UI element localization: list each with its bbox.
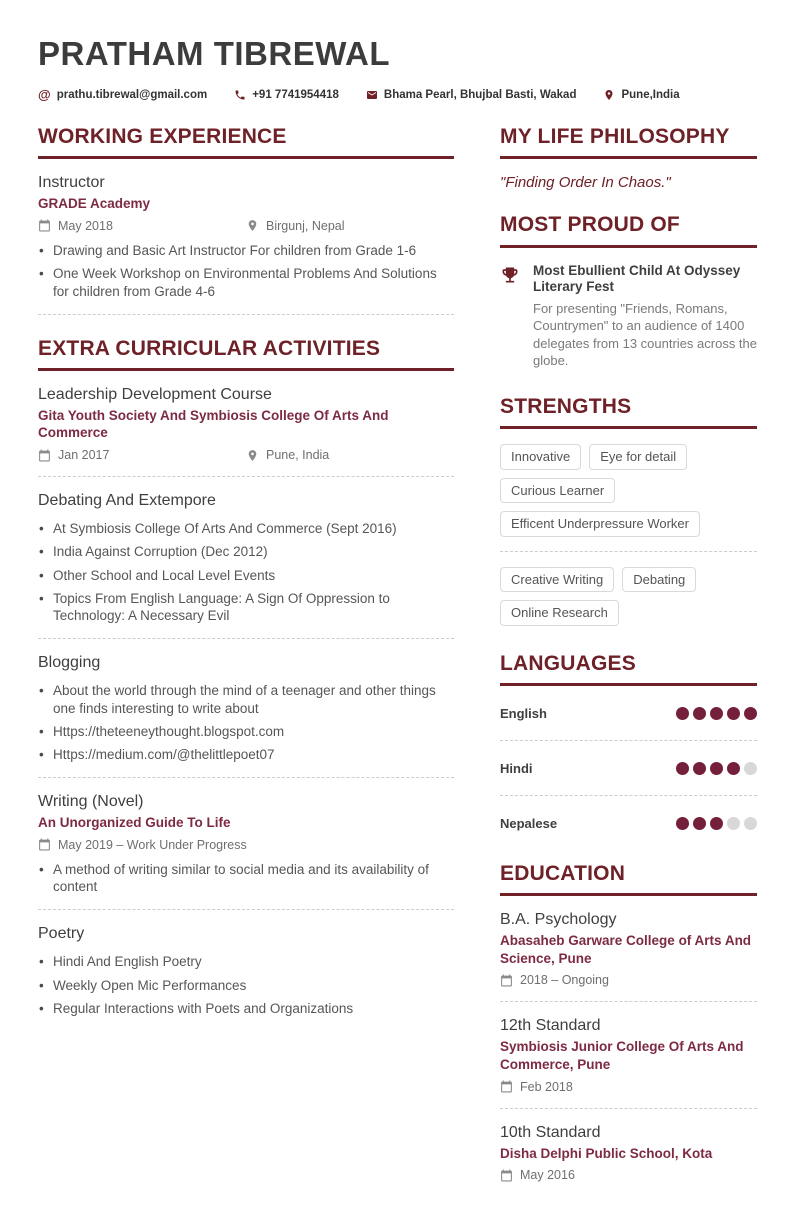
level-dot-filled	[744, 707, 757, 720]
proud-item-description: For presenting "Friends, Romans, Countrymen" to an audience of 1400 delegates from 13 countries across the globe.	[533, 301, 758, 368]
dashed-divider	[500, 551, 757, 552]
section-life-philosophy	[500, 125, 757, 191]
education-date	[500, 973, 757, 987]
right-column	[500, 125, 757, 1208]
activity-entry	[38, 793, 454, 895]
dashed-divider	[38, 638, 454, 639]
strength-tag-group	[500, 444, 757, 537]
strength-tag: Debating	[622, 567, 696, 593]
level-dot-filled	[693, 707, 706, 720]
level-dot-filled	[710, 707, 723, 720]
strength-tag: Efficent Underpressure Worker	[500, 511, 700, 537]
bullet-list	[38, 861, 454, 896]
strength-tag: Creative Writing	[500, 567, 614, 593]
proud-item-body	[533, 263, 757, 369]
language-name: Nepalese	[500, 816, 558, 832]
activity-entry	[38, 925, 454, 1017]
level-dot-filled	[727, 707, 740, 720]
bullet-item: • India Against Corruption (Dec 2012)	[38, 543, 454, 560]
education-degree: B.A. Psychology	[500, 911, 617, 929]
entry-location-text: Birgunj, Nepal	[266, 218, 345, 233]
entry-role: Instructor	[38, 174, 105, 192]
section-heading: MOST PROUD OF	[500, 213, 757, 247]
entry-role: Blogging	[38, 654, 101, 672]
level-dot-filled	[727, 762, 740, 775]
entry-meta	[38, 838, 454, 852]
language-level-dots	[676, 817, 757, 830]
bullet-item: • Regular Interactions with Poets and Organizations	[38, 1000, 454, 1017]
level-dot-filled	[676, 707, 689, 720]
calendar-icon	[38, 219, 51, 232]
contact-phone-text: +91 7741954418	[252, 88, 339, 101]
section-heading: WORKING EXPERIENCE	[38, 125, 454, 159]
education-degree: 10th Standard	[500, 1123, 601, 1141]
entry-meta	[38, 219, 454, 233]
level-dot-filled	[693, 817, 706, 830]
education-entry	[500, 1017, 757, 1093]
level-dot-filled	[676, 817, 689, 830]
activity-entry	[38, 386, 454, 462]
at-icon: @	[38, 87, 51, 103]
section-strengths	[500, 395, 757, 626]
education-date-text: 2018 – Ongoing	[520, 973, 609, 988]
level-dot-empty	[744, 762, 757, 775]
language-row	[500, 811, 757, 836]
contact-email	[38, 88, 207, 101]
entry-role: Poetry	[38, 925, 85, 943]
education-date-text: Feb 2018	[520, 1079, 573, 1094]
section-working-experience	[38, 125, 454, 314]
language-name: English	[500, 706, 547, 722]
level-dot-filled	[693, 762, 706, 775]
bullet-item: • Https://medium.com/@thelittlepoet07	[38, 746, 454, 763]
entry-date-text: May 2019 – Work Under Progress	[58, 837, 247, 852]
education-degree: 12th Standard	[500, 1017, 601, 1035]
dashed-divider	[500, 1001, 757, 1002]
entry-organization: An Unorganized Guide To Life	[38, 815, 231, 831]
calendar-icon	[500, 1080, 513, 1093]
bullet-item: • Other School and Local Level Events	[38, 567, 454, 584]
location-pin-icon	[603, 89, 615, 101]
education-school: Disha Delphi Public School, Kota	[500, 1145, 713, 1161]
bullet-list	[38, 520, 454, 624]
bullet-item: • One Week Workshop on Environmental Problems And Solutions for children from Grade 4-6	[38, 265, 454, 300]
bullet-item: • At Symbiosis College Of Arts And Commerce (Sept 2016)	[38, 520, 454, 537]
dashed-divider	[500, 1108, 757, 1109]
strength-tag-group	[500, 567, 757, 626]
bullet-item: • Hindi And English Poetry	[38, 953, 454, 970]
section-heading: EXTRA CURRICULAR ACTIVITIES	[38, 337, 454, 371]
dashed-divider	[500, 740, 757, 741]
level-dot-filled	[710, 762, 723, 775]
contact-location-text: Pune,India	[621, 88, 680, 101]
section-heading: STRENGTHS	[500, 395, 757, 429]
phone-icon	[234, 89, 246, 101]
level-dot-filled	[676, 762, 689, 775]
bullet-item: • About the world through the mind of a teenager and other things one finds interesting to write about	[38, 682, 454, 717]
dashed-divider	[500, 795, 757, 796]
entry-role: Writing (Novel)	[38, 793, 144, 811]
education-date-text: May 2016	[520, 1168, 575, 1183]
language-row	[500, 701, 757, 726]
entry-location	[246, 219, 345, 233]
entry-location	[246, 448, 329, 462]
education-entry	[500, 1124, 757, 1183]
trophy-icon	[500, 265, 520, 285]
dashed-divider	[38, 314, 454, 315]
entry-date	[38, 219, 246, 233]
experience-entry	[38, 174, 454, 299]
calendar-icon	[500, 1169, 513, 1182]
activity-entry	[38, 492, 454, 624]
bullet-list	[38, 682, 454, 763]
proud-item-title: Most Ebullient Child At Odyssey Literary Fest	[533, 262, 741, 295]
two-column-layout	[38, 125, 757, 1208]
education-school: Abasaheb Garware College of Arts And Science, Pune	[500, 933, 752, 966]
entry-date-text: May 2018	[58, 218, 113, 233]
level-dot-empty	[727, 817, 740, 830]
level-dot-filled	[710, 817, 723, 830]
education-date	[500, 1168, 757, 1182]
calendar-icon	[38, 449, 51, 462]
calendar-icon	[500, 974, 513, 987]
section-heading: LANGUAGES	[500, 652, 757, 686]
education-date	[500, 1080, 757, 1094]
entry-meta	[38, 448, 454, 462]
location-pin-icon	[246, 449, 259, 462]
entry-role: Leadership Development Course	[38, 385, 272, 403]
contact-phone	[234, 89, 339, 101]
section-extra-curricular	[38, 337, 454, 1018]
strength-tag: Online Research	[500, 600, 619, 626]
entry-date	[38, 448, 246, 462]
page-title: PRATHAM TIBREWAL	[38, 35, 391, 72]
entry-organization: Gita Youth Society And Symbiosis College Of Arts And Commerce	[38, 407, 389, 441]
strength-tag: Curious Learner	[500, 478, 615, 504]
bullet-item: • Https://theteeneythought.blogspot.com	[38, 723, 454, 740]
philosophy-quote: "Finding Order In Chaos."	[500, 174, 671, 192]
entry-organization: GRADE Academy	[38, 196, 151, 212]
level-dot-empty	[744, 817, 757, 830]
dashed-divider	[38, 777, 454, 778]
strength-tag: Innovative	[500, 444, 581, 470]
bullet-item: • Drawing and Basic Art Instructor For children from Grade 1-6	[38, 242, 454, 259]
entry-location-text: Pune, India	[266, 448, 330, 463]
contact-email-text: prathu.tibrewal@gmail.com	[56, 88, 208, 101]
contact-address-text: Bhama Pearl, Bhujbal Basti, Wakad	[383, 88, 577, 101]
calendar-icon	[38, 838, 51, 851]
language-row	[500, 756, 757, 781]
section-languages	[500, 652, 757, 836]
section-education	[500, 862, 757, 1182]
bullet-list	[38, 242, 454, 300]
contact-bar	[38, 88, 757, 101]
bullet-item: • Weekly Open Mic Performances	[38, 977, 454, 994]
entry-role: Debating And Extempore	[38, 492, 216, 510]
language-level-dots	[676, 707, 757, 720]
section-heading: EDUCATION	[500, 862, 757, 896]
entry-date	[38, 838, 247, 852]
contact-address	[366, 89, 577, 101]
location-pin-icon	[246, 219, 259, 232]
language-name: Hindi	[500, 761, 533, 777]
education-school: Symbiosis Junior College Of Arts And Commerce, Pune	[500, 1039, 744, 1072]
section-heading: MY LIFE PHILOSOPHY	[500, 125, 757, 159]
education-entry	[500, 911, 757, 987]
contact-location	[603, 89, 679, 101]
dashed-divider	[38, 476, 454, 477]
bullet-list	[38, 953, 454, 1017]
left-column	[38, 125, 454, 1208]
activity-entry	[38, 654, 454, 763]
dashed-divider	[38, 909, 454, 910]
section-most-proud-of	[500, 213, 757, 369]
bullet-item: • A method of writing similar to social media and its availability of content	[38, 861, 454, 896]
proud-item	[500, 263, 757, 369]
language-level-dots	[676, 762, 757, 775]
entry-date-text: Jan 2017	[58, 448, 110, 463]
bullet-item: • Topics From English Language: A Sign Of Oppression to Technology: A Necessary Evil	[38, 590, 454, 625]
envelope-icon	[366, 89, 378, 101]
strength-tag: Eye for detail	[589, 444, 687, 470]
